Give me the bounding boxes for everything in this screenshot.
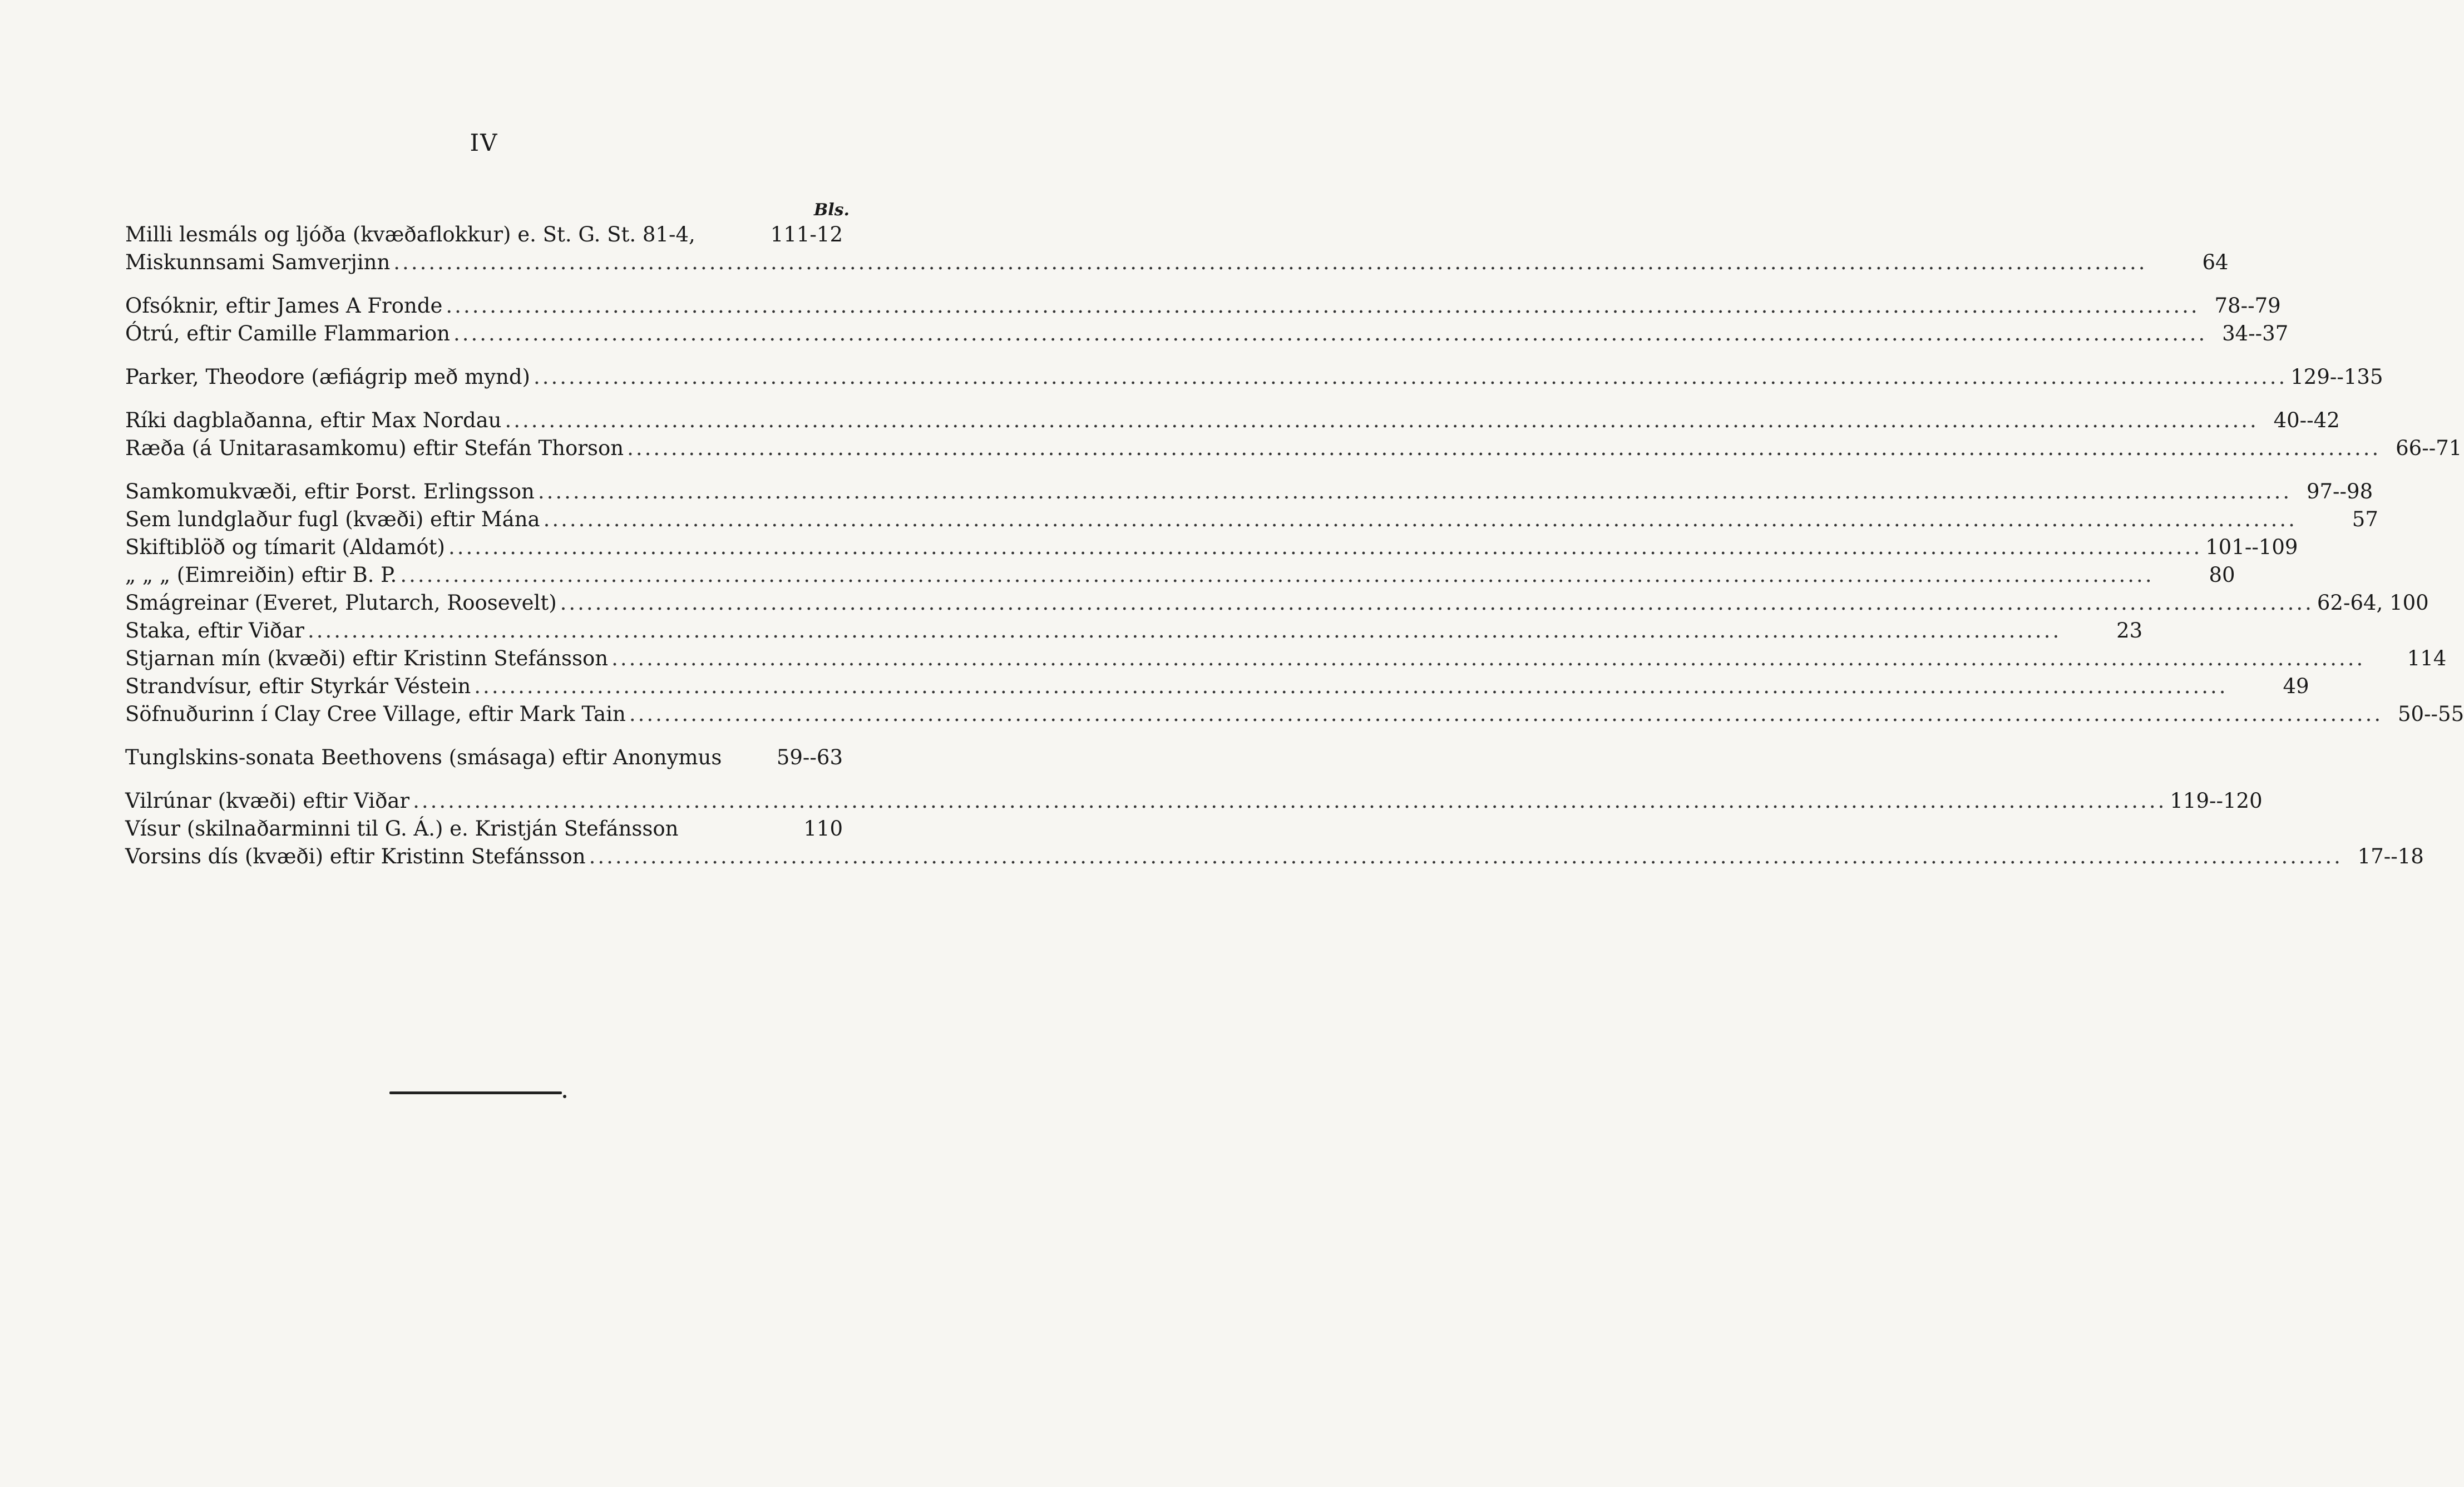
toc-entry-title: Skiftiblöð og tímarit (Aldamót)	[125, 535, 445, 559]
toc-entry-leader: ........................................................................................................................................................................................................	[400, 563, 2154, 587]
toc-entry-title: Vilrúnar (kvæði) eftir Viðar	[125, 789, 410, 813]
toc-entry-title: Strandvísur, eftir Styrkár Véstein	[125, 674, 471, 698]
toc-entry-leader: ........................................................................................................................................................................................................	[413, 789, 2167, 813]
toc-entry-pages: 50--55	[2397, 702, 2464, 726]
toc-entry-title: Staka, eftir Viðar	[125, 619, 304, 643]
toc-entry	[125, 701, 2464, 728]
toc-entry	[125, 590, 2429, 616]
toc-entry-leader: ........................................................................................................................................................................................................	[307, 619, 2062, 643]
toc-entry-leader: ........................................................................................................................................................................................................	[629, 702, 2383, 726]
toc-entry	[125, 293, 2281, 319]
toc-entry-leader: ........................................................................................................................................................................................................	[453, 322, 2208, 345]
toc-entry-pages: 101--109	[2205, 535, 2298, 559]
toc-entry-leader: ........................................................................................................................................................................................................	[589, 844, 2343, 868]
toc-entry-title: Vísur (skilnaðarminni til G. Á.) e. Kristján Stefánsson	[125, 817, 679, 841]
toc-entry-pages: 110	[803, 817, 843, 841]
toc-entry-title: Söfnuðurinn í Clay Cree Village, eftir Mark Tain	[125, 702, 626, 726]
toc-entry-pages: 49	[2283, 674, 2309, 698]
toc-entry	[125, 478, 2373, 505]
toc-entry-title: Ríki dagblaðanna, eftir Max Nordau	[125, 408, 502, 432]
toc-entry-leader: ........................................................................................................................................................................................................	[537, 480, 2292, 503]
toc-entry-leader: ........................................................................................................................................................................................................	[448, 535, 2203, 559]
toc-entry-title: Parker, Theodore (æfiágrip með mynd)	[125, 365, 530, 389]
toc-entry-pages: 97--98	[2306, 480, 2373, 503]
toc-entry-pages: 129--135	[2290, 365, 2383, 389]
toc-entry-title: Vorsins dís (kvæði) eftir Kristinn Stefánsson	[125, 844, 586, 868]
rule-dot	[563, 1095, 566, 1098]
toc-entry	[125, 617, 2143, 644]
toc-entry	[125, 744, 843, 771]
toc-entry	[125, 788, 2263, 814]
toc-entry-title: Ofsóknir, eftir James A Fronde	[125, 294, 443, 318]
toc-entry-pages: 62-64, 100	[2317, 591, 2429, 615]
toc-entry	[125, 435, 2462, 462]
toc-entry	[125, 645, 2447, 672]
toc-entry-pages: 34--37	[2222, 322, 2289, 345]
toc-entry-pages: 80	[2209, 563, 2235, 587]
toc-entry	[125, 816, 843, 842]
toc-entry-pages: 119--120	[2170, 789, 2263, 813]
toc-entry-pages: 40--42	[2273, 408, 2340, 432]
toc-entry-title: „ „ „ (Eimreiðin) eftir B. P.	[125, 563, 397, 587]
toc-entry-title: Ræða (á Unitarasamkomu) eftir Stefán Thorson	[125, 436, 624, 460]
toc-entry-pages: 64	[2202, 250, 2229, 274]
toc-entry	[125, 843, 2424, 870]
toc-entry-leader: ........................................................................................................................................................................................................	[393, 250, 2147, 274]
toc-entry-leader: ........................................................................................................................................................................................................	[611, 646, 2366, 670]
toc-entry-title: Smágreinar (Everet, Plutarch, Roosevelt)	[125, 591, 557, 615]
toc-entry-title: Samkomukvæði, eftir Þorst. Erlingsson	[125, 480, 535, 503]
toc-entry-leader: ........................................................................................................................................................................................................	[446, 294, 2200, 318]
toc-entry-title: Sem lundglaður fugl (kvæði) eftir Mána	[125, 507, 540, 531]
toc-entry-pages: 78--79	[2214, 294, 2281, 318]
toc-entry-pages: 111-12	[770, 223, 843, 246]
toc-entry	[125, 673, 2309, 700]
toc-entry-title: Milli lesmáls og ljóða (kvæðaflokkur) e. St. G. St. 81-4,	[125, 223, 695, 246]
toc-entry-leader: ........................................................................................................................................................................................................	[560, 591, 2314, 615]
toc-entry-leader: ........................................................................................................................................................................................................	[534, 365, 2288, 389]
toc-entry-leader: ........................................................................................................................................................................................................	[627, 436, 2381, 460]
toc-entry	[125, 562, 2235, 589]
toc-entry	[125, 249, 2229, 276]
toc-entry	[125, 407, 2340, 434]
toc-entry	[125, 364, 2383, 391]
toc-entry-pages: 66--71	[2396, 436, 2462, 460]
toc-entry-leader: ........................................................................................................................................................................................................	[543, 507, 2297, 531]
closing-rule	[389, 1091, 562, 1094]
toc-entry-title: Stjarnan mín (kvæði) eftir Kristinn Stefánsson	[125, 646, 609, 670]
toc-entry	[125, 221, 843, 248]
column-header-page: Bls.	[813, 200, 850, 220]
toc-entry-pages: 114	[2407, 646, 2447, 670]
toc-entry-title: Tunglskins-sonata Beethovens (smásaga) eftir Anonymus	[125, 745, 722, 769]
toc-entry	[125, 506, 2378, 533]
toc-entry-pages: 23	[2116, 619, 2143, 643]
toc-entry-leader: ........................................................................................................................................................................................................	[505, 408, 2259, 432]
toc-entry-pages: 57	[2352, 507, 2378, 531]
toc-entry-pages: 17--18	[2357, 844, 2424, 868]
page-number: IV	[470, 129, 498, 156]
toc-entry-pages: 59--63	[776, 745, 843, 769]
toc-entry	[125, 534, 2298, 561]
toc-entry-title: Ótrú, eftir Camille Flammarion	[125, 322, 451, 345]
toc-entry-title: Miskunnsami Samverjinn	[125, 250, 391, 274]
toc-entry	[125, 320, 2289, 347]
toc-entry-leader: ........................................................................................................................................................................................................	[474, 674, 2228, 698]
